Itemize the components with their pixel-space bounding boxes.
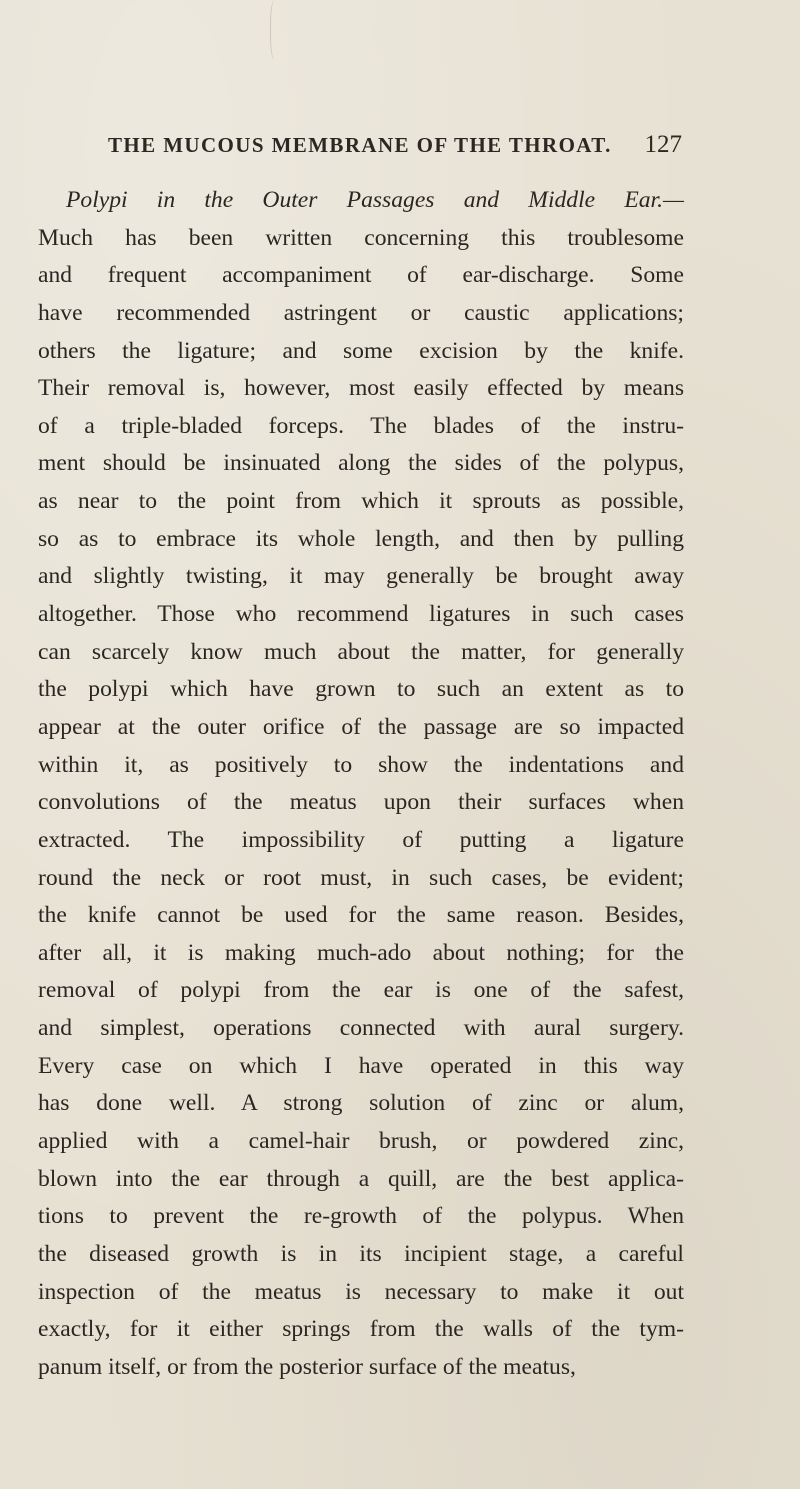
paper-mark	[270, 0, 281, 60]
text-line: removal of polypi from the ear is one of the safest,	[38, 977, 684, 1004]
text-line: convolutions of the meatus upon their surfaces when	[38, 789, 684, 816]
text-line: inspection of the meatus is necessary to make it out	[38, 1278, 684, 1305]
text-line: Their removal is, however, most easily effected by means	[38, 375, 684, 402]
text-line: applied with a camel-hair brush, or powdered zinc,	[38, 1128, 684, 1155]
text-line: within it, as positively to show the indentations and	[38, 751, 684, 778]
text-line: and slightly twisting, it may generally be brought away	[38, 563, 684, 590]
text-line: and frequent accompaniment of ear-discharge. Some	[38, 262, 684, 289]
text-line: blown into the ear through a quill, are the best applica-	[38, 1165, 684, 1192]
text-line: the polypi which have grown to such an extent as to	[38, 676, 684, 703]
text-line: Much has been written concerning this troublesome	[38, 224, 684, 251]
text-line: of a triple-bladed forceps. The blades of the instru-	[38, 412, 684, 439]
text-line: appear at the outer orifice of the passage are so impacted	[38, 713, 684, 740]
text-line: after all, it is making much-ado about nothing; for the	[38, 939, 684, 966]
text-line: has done well. A strong solution of zinc or alum,	[38, 1090, 684, 1117]
text-line: tions to prevent the re-growth of the polypus. When	[38, 1203, 684, 1230]
page-number: 127	[644, 131, 682, 158]
text-line: have recommended astringent or caustic applications;	[38, 299, 684, 326]
text-line: others the ligature; and some excision by the knife.	[38, 337, 684, 364]
text-line: altogether. Those who recommend ligatures in such cases	[38, 601, 684, 628]
text-line: the diseased growth is in its incipient stage, a careful	[38, 1240, 684, 1267]
text-line: can scarcely know much about the matter, for generally	[38, 638, 684, 665]
text-line: extracted. The impossibility of putting a ligature	[38, 826, 684, 853]
text-line: ment should be insinuated along the sides of the polypus,	[38, 450, 684, 477]
paragraph	[38, 182, 684, 1387]
text-line: the knife cannot be used for the same reason. Besides,	[38, 902, 684, 929]
text-line: so as to embrace its whole length, and then by pulling	[38, 525, 684, 552]
running-head	[108, 133, 682, 165]
text-line: as near to the point from which it sprouts as possible,	[38, 488, 684, 515]
text-line: exactly, for it either springs from the walls of the tym-	[38, 1316, 684, 1343]
section-heading-line: Polypi in the Outer Passages and Middle Ear.—	[66, 187, 684, 213]
text-line: Every case on which I have operated in this way	[38, 1052, 684, 1079]
text-line: and simplest, operations connected with aural surgery.	[38, 1015, 684, 1042]
text-line: round the neck or root must, in such cases, be evident;	[38, 864, 684, 891]
text-line: panum itself, or from the posterior surface of the meatus,	[38, 1353, 576, 1380]
running-head-title: THE MUCOUS MEMBRANE OF THE THROAT.	[108, 133, 612, 157]
